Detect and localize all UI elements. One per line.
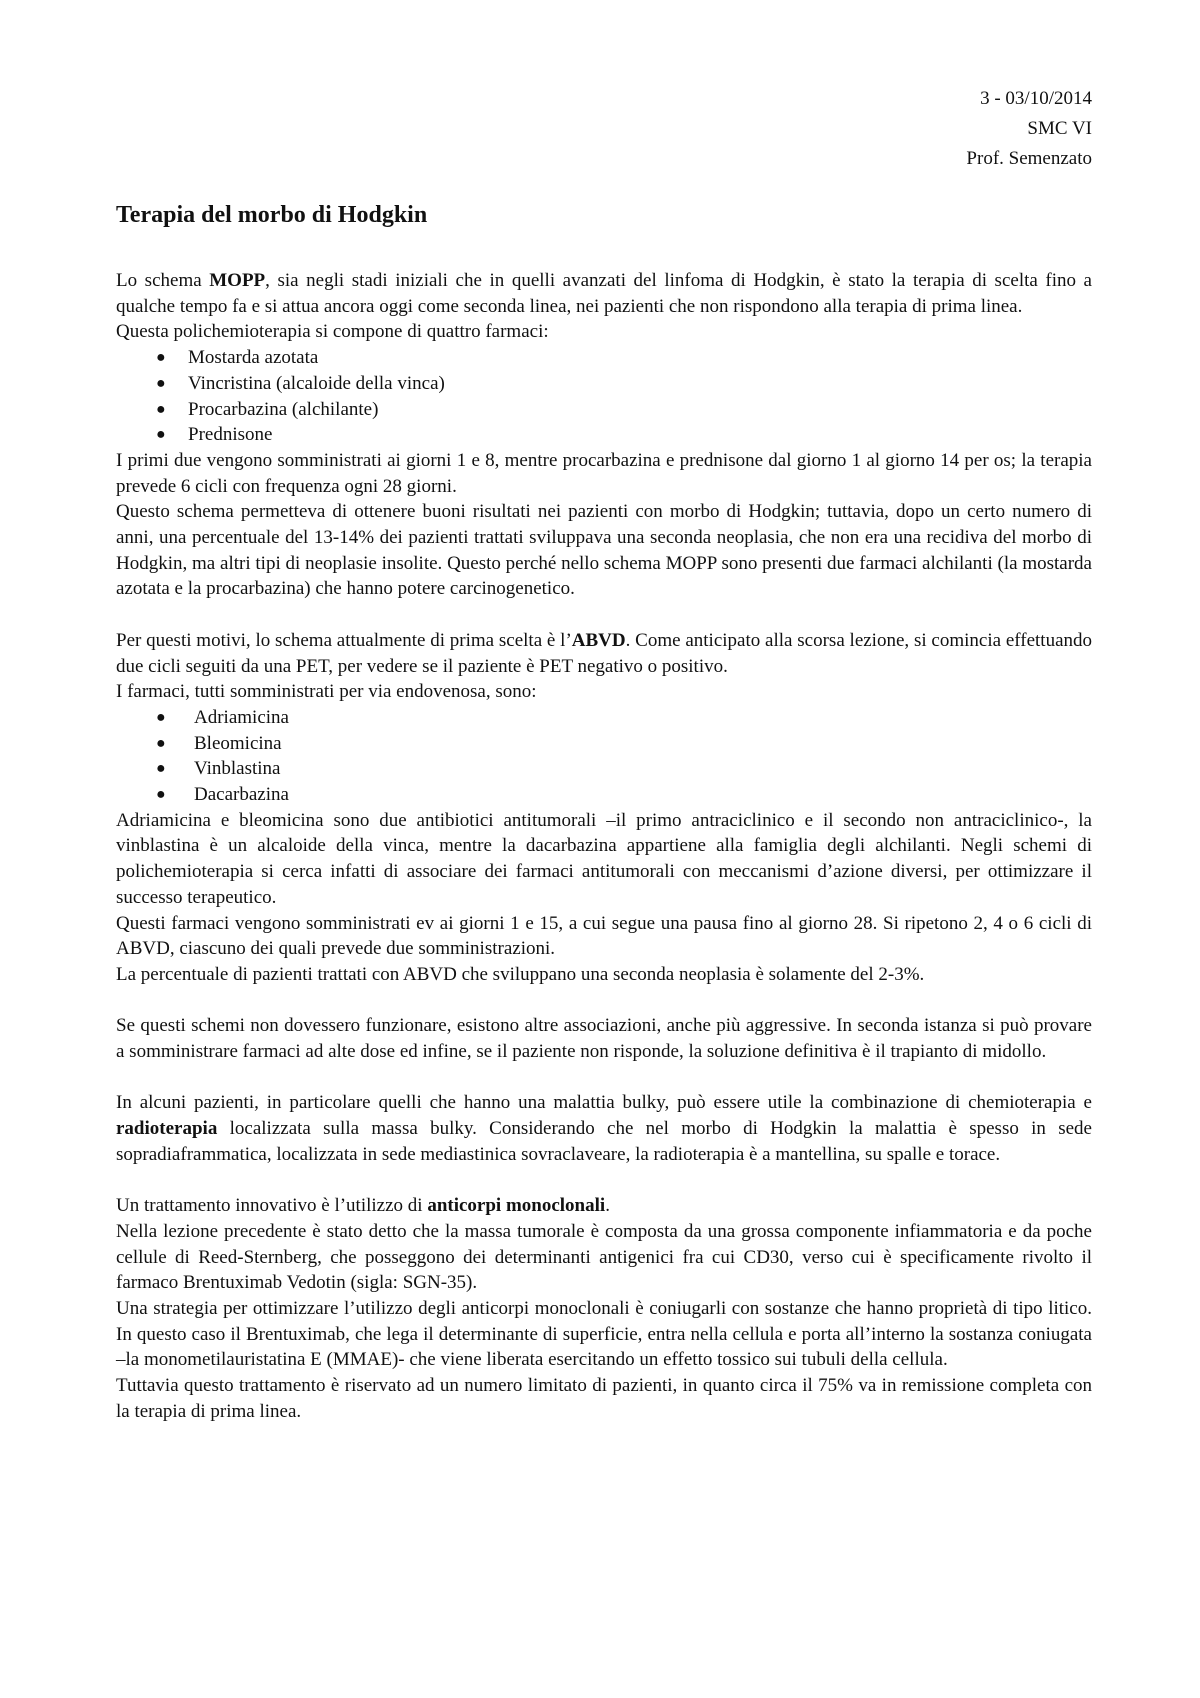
paragraph-abvd-dosing: Questi farmaci vengono somministrati ev ai giorni 1 e 15, a cui segue una pausa fino al giorno 28. Si ripetono 2, 4 o 6 cicli di ABVD, ciascuno dei quali prevede due somministrazioni. <box>116 912 1092 960</box>
professor-name: Prof. Semenzato <box>966 148 1092 169</box>
text-run: In alcuni pazienti, in particolare quelli che hanno una malattia bulky, può essere utile la combinazione di chemioterapia e <box>116 1092 1092 1114</box>
bullet-icon: ● <box>156 400 166 418</box>
bold-term-abvd: ABVD <box>571 629 626 651</box>
paragraph-abvd-intro <box>116 628 1092 679</box>
list-item-text: Mostarda azotata <box>188 347 319 369</box>
list-item-text: Vinblastina <box>194 758 281 780</box>
text-run: Un trattamento innovativo è l’utilizzo di <box>116 1195 428 1217</box>
lecture-date: 3 - 03/10/2014 <box>980 88 1092 109</box>
list-item <box>116 782 1092 808</box>
text-run: Per questi motivi, lo schema attualmente di prima scelta è l’ <box>116 629 572 651</box>
text-run: Lo schema <box>116 270 210 291</box>
list-item-text: Bleomicina <box>194 732 282 754</box>
list-item <box>116 371 1092 397</box>
text-run: . Come anticipato alla scorsa lezione, si comincia effettuando due cicli seguiti da una PET, per vedere se il paziente è PET negativo o positivo. <box>116 629 1093 677</box>
bold-term-anticorpi: anticorpi monoclonali <box>427 1195 606 1217</box>
list-item <box>116 422 1092 448</box>
paragraph-mopp-intro <box>116 268 1092 319</box>
abvd-drug-list <box>116 705 1092 808</box>
list-item-text: Procarbazina (alchilante) <box>188 398 379 420</box>
paragraph-limitations: Tuttavia questo trattamento è riservato ad un numero limitato di pazienti, in quanto circa il 75% va in remissione completa con la terapia di prima linea. <box>116 1375 1092 1422</box>
paragraph-mopp-dosing: I primi due vengono somministrati ai giorni 1 e 8, mentre procarbazina e prednisone dal giorno 1 al giorno 14 per os; la terapia prevede 6 cicli con frequenza ogni 28 giorni. <box>116 449 1092 497</box>
text-run: localizzata sulla massa bulky. Considerando che nel morbo di Hodgkin la malattia è spesso in sede sopradiaframmatica, localizzata in sede mediastinica sovraclaveare, la radioterapia è a mantellina, su spalle e torace. <box>116 1118 1092 1165</box>
text-run: , sia negli stadi iniziali che in quelli avanzati del linfoma di Hodgkin, è stato la terapia di scelta fino a qualche tempo fa e si attua ancora oggi come seconda linea, nei pazienti che non rispondono alla terapia di prima linea. <box>116 270 1092 317</box>
paragraph-mopp-risks: Questo schema permetteva di ottenere buoni risultati nei pazienti con morbo di Hodgkin; tuttavia, dopo un certo numero di anni, una percentuale del 13-14% dei pazienti trattati sviluppava una seconda neoplasia, che non era una recidiva del morbo di Hodgkin, ma altri tipi di neoplasie insolite. Questo perché nello schema MOPP sono presenti due farmaci alchilanti (la mostarda azotata e la procarbazina) che hanno potere carcinogenetico. <box>116 501 1092 600</box>
list-item <box>116 756 1092 782</box>
list-item <box>116 705 1092 731</box>
document-body <box>116 268 1092 1425</box>
bullet-icon: ● <box>156 786 166 804</box>
document-title: Terapia del morbo di Hodgkin <box>116 202 428 228</box>
list-item <box>116 731 1092 757</box>
mopp-drug-list <box>116 345 1092 448</box>
text-run: . <box>605 1195 610 1217</box>
course-code: SMC VI <box>1027 118 1092 139</box>
list-item-text: Prednisone <box>188 424 273 446</box>
document-header <box>966 84 1092 174</box>
list-item-text: Vincristina (alcaloide della vinca) <box>188 372 445 394</box>
bullet-icon: ● <box>156 349 166 367</box>
paragraph-alternatives: Se questi schemi non dovessero funzionare, esistono altre associazioni, anche più aggressive. In seconda istanza si può provare a somministrare farmaci ad alte dose ed infine, se il paziente non risponde, la soluzione definitiva è il trapianto di midollo. <box>116 1015 1092 1063</box>
paragraph-cd30: Nella lezione precedente è stato detto che la massa tumorale è composta da una grossa componente infiammatoria e da poche cellule di Reed-Sternberg, che posseggono dei determinanti antigenici fra cui CD30, verso cui è specificamente rivolto il farmaco Brentuximab Vedotin (sigla: SGN-35). <box>116 1220 1092 1294</box>
paragraph-monoclonal-intro <box>116 1193 1092 1219</box>
paragraph-abvd-mechanisms: Adriamicina e bleomicina sono due antibiotici antitumorali –il primo antraciclinico e il secondo non antraciclinico-, la vinblastina è un alcaloide della vinca, mentre la dacarbazina appartiene alla famiglia degli alchilanti. Negli schemi di polichemioterapia si cerca infatti di associare dei farmaci antitumorali con meccanismi d’azione diversi, per ottimizzare il successo terapeutico. <box>116 809 1092 908</box>
bullet-icon: ● <box>156 708 166 726</box>
paragraph-conjugate-strategy: Una strategia per ottimizzare l’utilizzo degli anticorpi monoclonali è coniugarli con sostanze che hanno proprietà di tipo litico. In questo caso il Brentuximab, che lega il determinante di superficie, entra nella cellula e porta all’interno la sostanza coniugata –la monometilauristatina E (MMAE)- che viene liberata esercitando un effetto tossico sui tubuli della cellula. <box>116 1298 1092 1371</box>
paragraph-abvd-drugs-intro: I farmaci, tutti somministrati per via endovenosa, sono: <box>116 681 537 703</box>
bullet-icon: ● <box>156 734 166 752</box>
bullet-icon: ● <box>156 426 166 444</box>
list-item <box>116 345 1092 371</box>
bold-term-mopp: MOPP <box>209 270 266 291</box>
paragraph-radiotherapy <box>116 1090 1092 1167</box>
bold-term-radioterapia: radioterapia <box>116 1118 218 1140</box>
paragraph-abvd-outcome: La percentuale di pazienti trattati con ABVD che sviluppano una seconda neoplasia è solamente del 2-3%. <box>116 963 925 985</box>
list-item <box>116 397 1092 423</box>
list-item-text: Dacarbazina <box>194 784 289 806</box>
bullet-icon: ● <box>156 374 166 392</box>
list-item-text: Adriamicina <box>194 706 289 728</box>
bullet-icon: ● <box>156 760 166 778</box>
paragraph-mopp-drugs-intro: Questa polichemioterapia si compone di quattro farmaci: <box>116 321 549 343</box>
